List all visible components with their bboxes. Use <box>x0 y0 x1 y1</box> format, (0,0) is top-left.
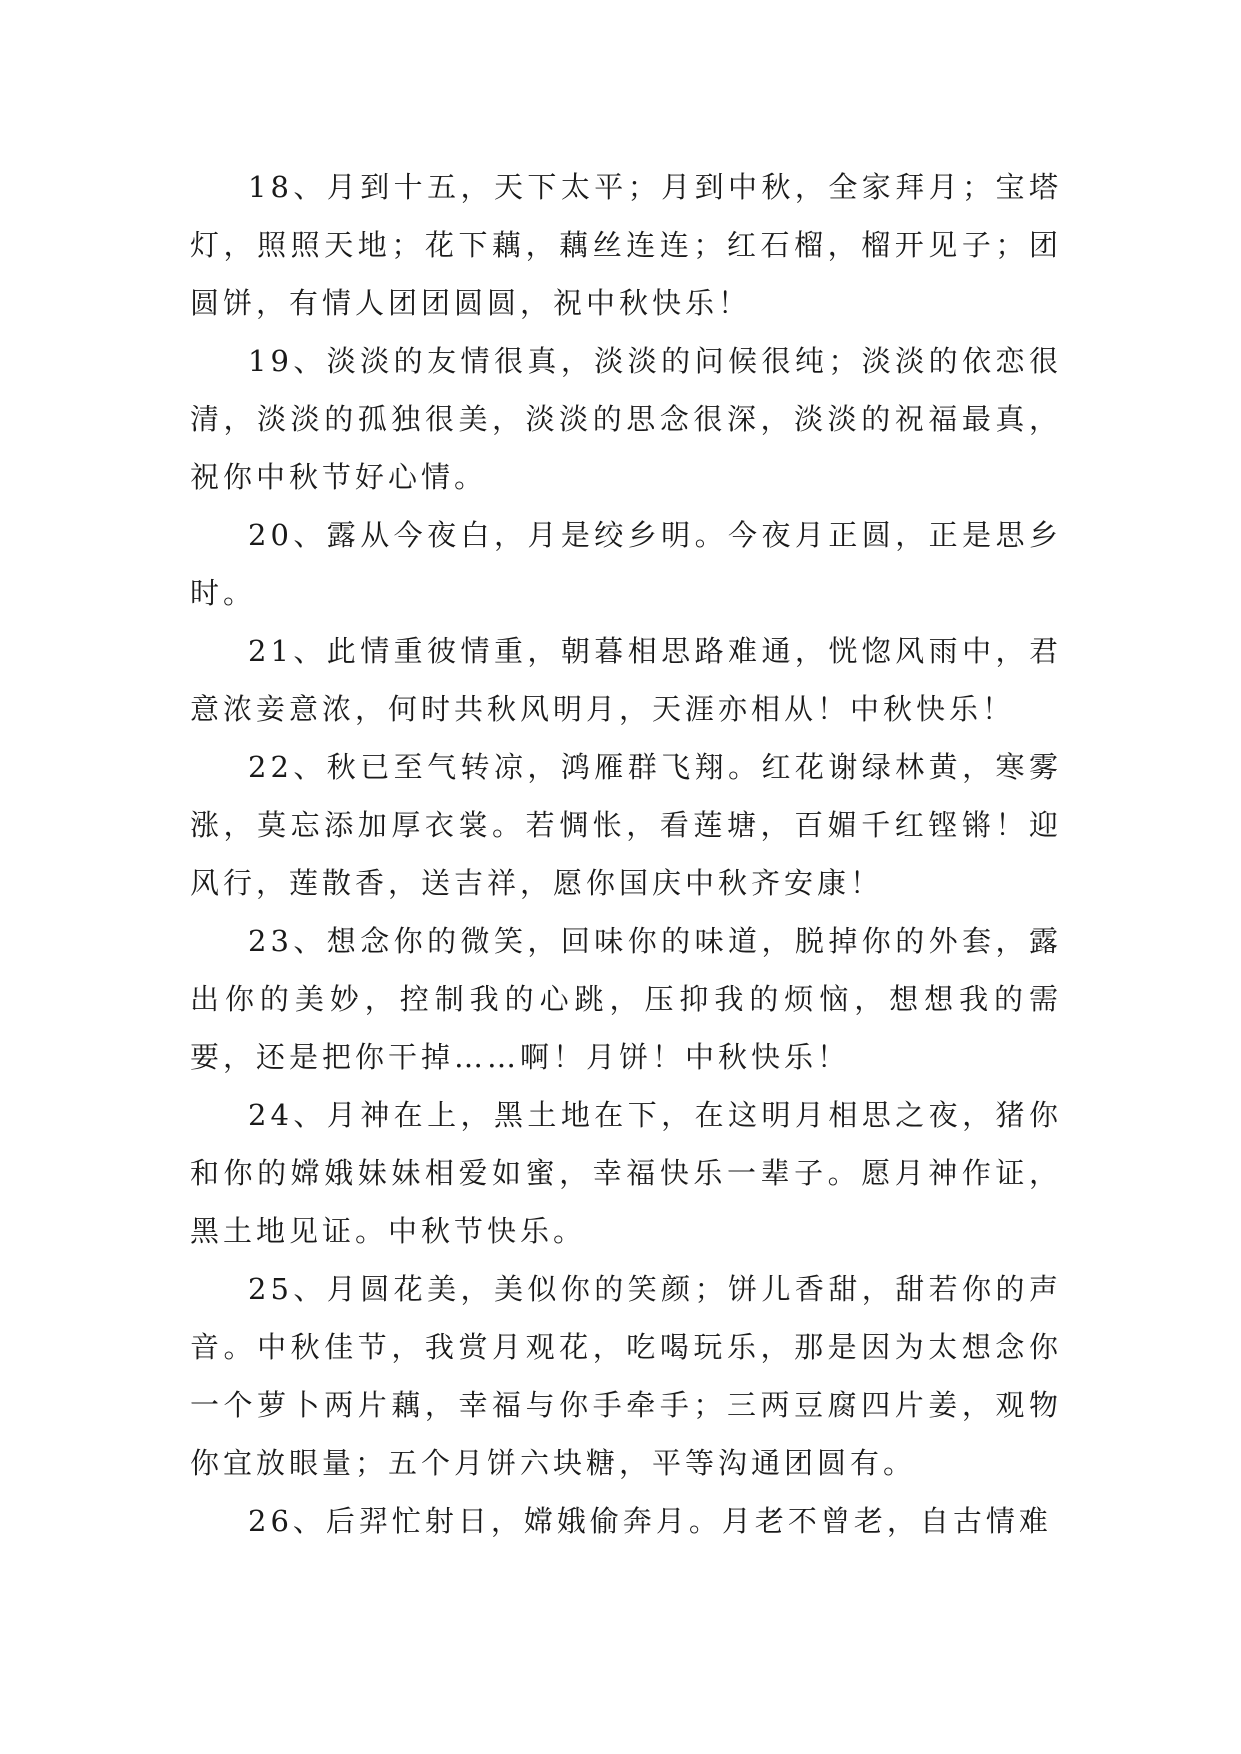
paragraph-21: 21、此情重彼情重，朝暮相思路难通，恍惚风雨中，君意浓妾意浓，何时共秋风明月，天涯亦相从！中秋快乐！ <box>190 634 1062 726</box>
paragraph-20: 20、露从今夜白，月是绞乡明。今夜月正圆，正是思乡时。 <box>190 518 1062 610</box>
paragraph-24: 24、月神在上，黑土地在下，在这明月相思之夜，猪你和你的嫦娥妹妹相爱如蜜，幸福快乐一辈子。愿月神作证，黑土地见证。中秋节快乐。 <box>190 1098 1062 1248</box>
paragraph-26: 26、后羿忙射日，嫦娥偷奔月。月老不曾老，自古情难 <box>248 1504 1052 1538</box>
paragraph-22: 22、秋已至气转凉，鸿雁群飞翔。红花谢绿林黄，寒雾涨，莫忘添加厚衣裳。若惆怅，看莲塘，百媚千红铿锵！迎风行，莲散香，送吉祥，愿你国庆中秋齐安康！ <box>190 750 1062 900</box>
document-body <box>190 158 1062 1550</box>
paragraph-23: 23、想念你的微笑，回味你的味道，脱掉你的外套，露出你的美妙，控制我的心跳，压抑我的烦恼，想想我的需要，还是把你干掉……啊！月饼！中秋快乐！ <box>190 924 1062 1074</box>
paragraph-25: 25、月圆花美，美似你的笑颜；饼儿香甜，甜若你的声音。中秋佳节，我赏月观花，吃喝玩乐，那是因为太想念你一个萝卜两片藕，幸福与你手牵手；三两豆腐四片姜，观物你宜放眼量；五个月饼六块糖，平等沟通团圆有。 <box>190 1272 1062 1480</box>
paragraph-19: 19、淡淡的友情很真，淡淡的问候很纯；淡淡的依恋很清，淡淡的孤独很美，淡淡的思念很深，淡淡的祝福最真，祝你中秋节好心情。 <box>190 344 1062 494</box>
paragraph-18: 18、月到十五，天下太平；月到中秋，全家拜月；宝塔灯，照照天地；花下藕，藕丝连连；红石榴，榴开见子；团圆饼，有情人团团圆圆，祝中秋快乐！ <box>190 170 1062 320</box>
